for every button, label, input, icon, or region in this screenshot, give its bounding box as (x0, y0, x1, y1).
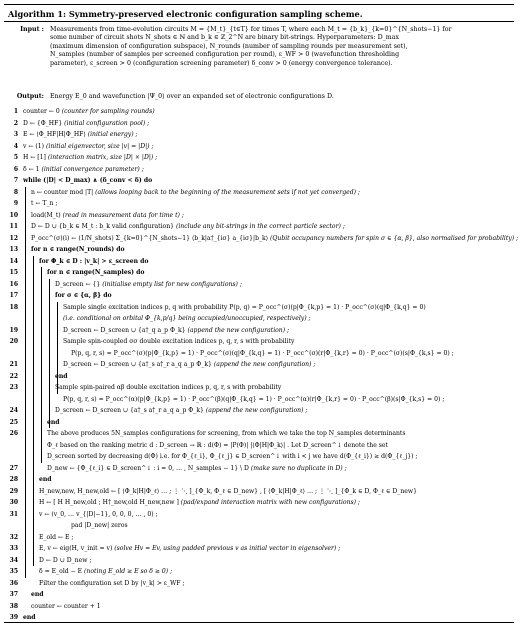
line-statement: end (55, 372, 68, 380)
line-text (31, 200, 57, 207)
line-statement: for n ∈ range(N_rounds) do (31, 246, 125, 253)
line-text (47, 453, 417, 460)
line-text (63, 327, 289, 334)
input-text (50, 26, 510, 68)
line-number: 33 (9, 545, 18, 552)
line-statement: load(M_t) (31, 211, 63, 219)
line-text (23, 143, 154, 150)
line-text (71, 522, 128, 529)
line-comment: (include any bit-strings in the correct particle sector) ; (175, 223, 345, 230)
line-comment: (interaction matrix, size |D| × |D|) ; (47, 154, 158, 161)
line-comment: (Qubit occupancy numbers for spin σ ∈ {α, β}, also normalised for probability) ; (270, 234, 519, 242)
line-text (31, 189, 360, 196)
line-text (23, 177, 152, 184)
line-statement: D_screen ← {} (55, 280, 103, 288)
line-number: 34 (9, 556, 18, 564)
input-line: some number of circuit shots N_shots ∈ ℕ and b_k ∈ ℤ_2^N are binary bit-strings. Hyperparameters: D_max (50, 34, 400, 42)
line-number: 27 (9, 464, 18, 472)
line-statement: end (23, 614, 36, 621)
line-comment: (initial eigenvector, size |v| = |D|) ; (46, 142, 154, 150)
line-comment: (initial configuration pool) ; (64, 119, 150, 127)
line-text (39, 557, 91, 564)
line-statement: pad |D_new| zeros (71, 522, 128, 529)
line-statement: E_old ← E ; (39, 533, 74, 541)
line-text (31, 591, 44, 598)
line-statement: end (47, 418, 60, 426)
line-number: 29 (9, 487, 18, 495)
line-statement: v ← (1) (23, 142, 46, 150)
line-statement: E ← ⟨Φ_HF|H|Φ_HF⟩ (23, 131, 88, 138)
line-text (23, 108, 155, 115)
line-text (39, 545, 340, 552)
line-number: 19 (9, 326, 18, 334)
line-statement: D ← D ∪ D_new ; (39, 556, 92, 564)
line-text (39, 568, 172, 575)
line-number: 6 (13, 165, 18, 173)
line-statement: n ← counter mod |T| (31, 188, 96, 196)
line-number: 18 (9, 303, 18, 311)
line-text (55, 292, 112, 299)
line-text (63, 396, 444, 403)
line-statement: D_screen ← D_screen ∪ {a†_q a_p Φ_k} (63, 326, 188, 334)
line-text (23, 154, 157, 161)
block-scope-line (57, 302, 58, 394)
line-comment: (initial convergence parameter) ; (41, 165, 144, 173)
line-statement: for n ∈ range(N_samples) do (47, 269, 145, 276)
line-number: 21 (9, 361, 18, 368)
line-number: 15 (9, 269, 18, 276)
line-statement: end (39, 476, 52, 483)
line-comment: (solve Hv = Ev, using padded previous v as initial vector in eigensolver) ; (114, 545, 341, 552)
top-rule (4, 4, 514, 5)
line-statement: P(p, q, r, s) = P_occ^(σ)(p|Φ_{k,p} = 1) · P_occ^(σ)(q|Φ_{k,q} = 1) · P_occ^(σ)(r|Φ_{k,r} = 0) · P_occ^(σ)(s|Φ_{k,s} = 0) ; (71, 349, 454, 357)
line-statement: Sample spin-paired αβ double excitation indices p, q, r, s with probability (55, 384, 282, 391)
line-number: 28 (9, 476, 18, 483)
input-line: N_samples (number of samples per screened configuration per round), ε_WF > 0 (wavefunction thresholding (50, 51, 400, 59)
line-number: 9 (13, 200, 18, 207)
line-text (31, 223, 345, 230)
line-text (39, 511, 158, 518)
line-number: 2 (13, 119, 18, 127)
line-comment: (initial energy) ; (87, 131, 138, 138)
line-comment: (i.e. conditional on orbital Φ_{k,p/q} being occupied/unoccupied, respectively) ; (63, 315, 311, 322)
line-text (47, 465, 347, 472)
line-text (23, 614, 36, 621)
line-statement: while (|D| < D_max) ∧ (δ_conv < δ) do (23, 177, 153, 184)
line-number: 30 (9, 499, 18, 506)
line-number: 20 (9, 338, 18, 345)
line-number: 17 (9, 292, 18, 299)
bottom-rule (4, 622, 514, 623)
line-number: 14 (9, 257, 18, 265)
block-scope-line (33, 256, 34, 567)
line-text (55, 281, 242, 288)
line-number: 38 (9, 602, 18, 610)
line-text (39, 488, 417, 495)
line-comment: (initialise empty list for new configurations) ; (102, 280, 242, 288)
output-text: Energy E_0 and wavefunction |Ψ_0⟩ over an expanded set of electronic configurations D. (50, 93, 334, 100)
line-text (23, 120, 149, 127)
line-statement: t ← T_n ; (31, 200, 58, 207)
line-comment: (counter for sampling rounds) (61, 108, 155, 115)
title-rule (4, 21, 514, 22)
line-statement: counter ← 0 (23, 108, 62, 115)
line-text (63, 304, 426, 311)
line-statement: δ ← 1 (23, 165, 42, 173)
line-text (55, 384, 281, 391)
line-text (39, 499, 360, 506)
line-statement: D_screen ← D_screen ∪ {a†_s a†_r a_q a_p Φ_k} (63, 361, 214, 368)
line-statement: δ = E_old − E (39, 568, 85, 575)
line-statement: Sample spin-coupled σσ double excitation indices p, q, r, s with probability (63, 338, 295, 345)
line-number: 25 (9, 418, 18, 426)
line-text (39, 580, 185, 587)
line-statement: E, v ← eig(H, v_init = v) (39, 545, 115, 552)
line-text (63, 361, 315, 368)
algorithm-box (4, 4, 519, 623)
block-scope-line (41, 267, 42, 463)
line-text (71, 350, 454, 357)
input-label: Input : (20, 26, 44, 33)
line-comment: (append the new configuration) ; (187, 326, 290, 334)
line-statement: P(p, q, r, s) = P_occ^(α)(p|Φ_{k,p} = 1) · P_occ^(β)(q|Φ_{k,q} = 1) · P_occ^(α)(r|Φ_{k,r} = 0) · P_occ^(β)(s|Φ_{k,s} = 0) ; (63, 395, 445, 403)
line-text (39, 534, 73, 541)
line-comment: (append the new configuration) ; (213, 361, 316, 368)
line-comment: (pad/expand interaction matrix with new configurations) ; (180, 499, 360, 506)
algorithm-title: Algorithm 1: Symmetry-preserved electronic configuration sampling scheme. (8, 9, 363, 19)
line-comment: (allows looping back to the beginning of the measurement sets if not yet converged) ; (95, 188, 360, 196)
line-text (23, 131, 138, 138)
line-statement: for Φ_k ∈ D : |v_k| > ε_screen do (39, 257, 149, 265)
line-statement: The above produces 5N_samples configurations for screening, from which we take the top N_samples determinants (47, 430, 406, 437)
line-text (31, 235, 518, 242)
line-number: 4 (13, 142, 18, 150)
line-number: 7 (13, 177, 18, 184)
line-number: 10 (9, 211, 18, 219)
line-comment: (make sure no duplicate in D) ; (250, 464, 347, 472)
line-text (47, 269, 144, 276)
line-number: 24 (9, 407, 18, 414)
line-comment: (noting E_old ≥ E so δ ≥ 0) ; (84, 568, 173, 575)
line-statement: v ← (v_0, … v_{|D|−1}, 0, 0, 0, … , 0) ; (39, 510, 158, 518)
line-number: 22 (9, 372, 18, 380)
line-statement: counter ← counter + 1 (31, 602, 101, 610)
line-text (55, 407, 307, 414)
line-number: 31 (9, 510, 18, 518)
line-statement: D_screen ← D_screen ∪ {a†_s a†_r a_q a_p Φ_k} (55, 407, 206, 414)
line-number: 32 (9, 533, 18, 541)
input-line: parameter), ε_screen > 0 (configuration screening parameter) δ_conv > 0 (energy convergence tolerance). (50, 59, 393, 67)
block-scope-line (25, 187, 26, 578)
output-label: Output: (16, 93, 44, 100)
line-statement: Sample single excitation indices p, q with probability P(p, q) = P_occ^(σ)(p|Φ_{k,p} = 1) · P_occ^(σ)(q|Φ_{k,q} = 0) (63, 303, 426, 311)
line-statement: for σ ∈ {α, β} do (55, 292, 112, 299)
line-number: 13 (9, 246, 18, 253)
line-statement: H ← [1] (23, 154, 48, 161)
line-number: 26 (9, 430, 18, 437)
line-number: 37 (9, 591, 18, 598)
line-text (31, 246, 125, 253)
input-line: (maximum dimension of configuration subspace), N_rounds (number of sampling rounds per measurement set), (50, 42, 408, 50)
line-number: 39 (9, 614, 18, 621)
line-statement: Φ_ℓ based on the ranking metric d : D_screen → ℝ : d(Φ) = |P(Φ)| |⟨Φ|H|Φ_k⟩| . Let D_screen^↓ denote the set (47, 441, 388, 449)
line-text (39, 476, 52, 483)
line-comment: (append the new configuration) ; (205, 407, 308, 414)
line-text (39, 258, 148, 265)
line-comment: (read in measurement data for time t) ; (62, 211, 184, 219)
line-text (23, 166, 144, 173)
line-number: 23 (9, 384, 18, 391)
line-number: 16 (9, 280, 18, 288)
line-number: 35 (9, 568, 18, 575)
line-number: 5 (13, 154, 18, 161)
line-statement: D_screen sorted by decreasing d(Φ) i.e. for Φ_{ℓ_i}, Φ_{ℓ_j} ∈ D_screen^↓ with i < j we have d(Φ_{ℓ_i}) ≥ d(Φ_{ℓ_j}) ; (47, 453, 418, 460)
line-statement: P_occ^(σ)(i) ← (1/N_shots) Σ_{k=0}^{N_shots−1} ⟨b_k|a†_{iσ} a_{iσ}|b_k⟩ (31, 234, 271, 242)
line-statement: H ← [ H H_new,old ; H†_new,old H_new,new ] (39, 499, 181, 506)
line-text (31, 212, 184, 219)
line-statement: D ← {Φ_HF} (23, 119, 65, 127)
line-text (47, 430, 406, 437)
line-number: 12 (9, 234, 18, 242)
line-statement: end (31, 591, 44, 598)
input-line: Measurements from time-evolution circuits M = {M_t}_{t∈T} for times T, where each M_t = {b_k}_{k=0}^{N_shots−1} for (50, 26, 452, 33)
line-number: 36 (9, 579, 18, 587)
block-scope-line (49, 279, 50, 429)
line-text (47, 442, 388, 449)
line-number: 1 (13, 108, 18, 115)
line-number: 8 (13, 188, 18, 196)
line-statement: Filter the configuration set D by |v_k| > ε_WF ; (39, 579, 185, 587)
line-text (31, 603, 101, 610)
line-text (63, 338, 294, 345)
line-number: 11 (9, 223, 18, 230)
line-number: 3 (13, 131, 18, 138)
line-statement: D ← D ∪ {b_k ∈ M_t : b_k valid configuration} (31, 223, 176, 230)
line-statement: D_new ← {Φ_{ℓ_i} ∈ D_screen^↓ : i = 0, … , N_samples − 1} \ D (47, 464, 251, 472)
line-statement: H_new,new, H_new,old ← [ ⟨Φ_k|H|Φ_ℓ⟩ … ; ⋮ ⋱ ]_{Φ_k, Φ_ℓ ∈ D_new} , [ ⟨Φ_k|H|Φ_ℓ⟩ … ; ⋮ ⋱ ]_{Φ_k ∈ D, Φ_ℓ ∈ D_new} (39, 487, 417, 495)
line-text (63, 315, 311, 322)
